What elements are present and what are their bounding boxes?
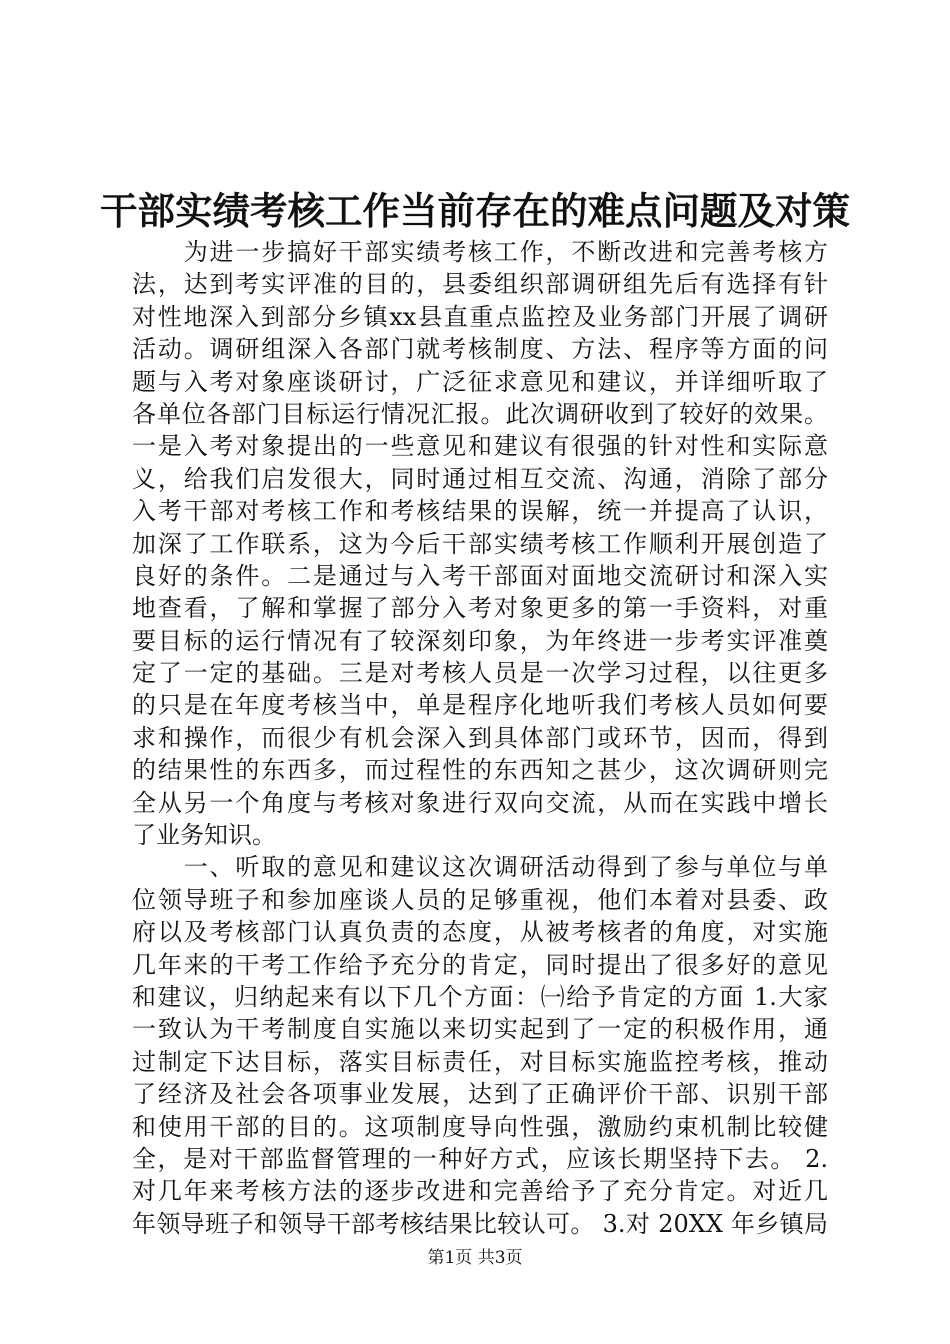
document-title: 干部实绩考核工作当前存在的难点问题及对策 [100, 189, 850, 233]
body-line: 义，给我们启发很大，同时通过相互交流、沟通，消除了部分 [132, 464, 828, 493]
body-line: 过制定下达目标，落实目标责任，对目标实施监控考核，推动 [132, 1047, 828, 1076]
document-body [132, 236, 828, 1240]
body-line: 全从另一个角度与考核对象进行双向交流，从而在实践中增长 [132, 788, 828, 817]
body-line: 对几年来考核方法的逐步改进和完善给予了充分肯定。对近几 [132, 1177, 828, 1206]
body-line: 为进一步搞好干部实绩考核工作，不断改进和完善考核方 [132, 238, 828, 266]
body-line: 的只是在年度考核当中，单是程序化地听我们考核人员如何要 [132, 691, 828, 720]
body-line: 了经济及社会各项事业发展，达到了正确评价干部、识别干部 [132, 1080, 828, 1109]
page-footer: 第1页 共3页 [427, 1248, 523, 1268]
body-line: 和使用干部的目的。这项制度导向性强，激励约束机制比较健 [132, 1112, 828, 1141]
body-line: 年领导班子和领导干部考核结果比较认可。 3.对 20XX 年乡镇局 [132, 1209, 828, 1238]
body-line: 全，是对干部监督管理的一种好方式，应该长期坚持下去。 2. [132, 1144, 828, 1173]
body-line: 位领导班子和参加座谈人员的足够重视，他们本着对县委、政 [132, 885, 828, 914]
body-line: 题与入考对象座谈研讨，广泛征求意见和建议，并详细听取了 [132, 367, 828, 396]
body-line: 入考干部对考核工作和考核结果的误解，统一并提高了认识， [132, 497, 828, 526]
body-line: 良好的条件。二是通过与入考干部面对面地交流研讨和深入实 [132, 561, 828, 590]
body-line: 府以及考核部门认真负责的态度，从被考核者的角度，对实施 [132, 918, 828, 947]
body-line: 加深了工作联系，这为今后干部实绩考核工作顺利开展创造了 [132, 529, 828, 558]
body-line: 地查看，了解和掌握了部分入考对象更多的第一手资料，对重 [132, 594, 828, 623]
body-line: 和建议，归纳起来有以下几个方面：㈠给予肯定的方面 1.大家 [132, 982, 828, 1011]
body-line: 定了一定的基础。三是对考核人员是一次学习过程，以往更多 [132, 659, 828, 688]
body-line: 法，达到考实评准的目的，县委组织部调研组先后有选择有针 [132, 270, 828, 299]
body-line: 要目标的运行情况有了较深刻印象，为年终进一步考实评准奠 [132, 626, 828, 655]
body-line: 一、听取的意见和建议这次调研活动得到了参与单位与单 [132, 853, 828, 882]
body-line: 一致认为干考制度自实施以来切实起到了一定的积极作用，通 [132, 1015, 828, 1044]
body-line: 了业务知识。 [132, 821, 276, 850]
body-line: 活动。调研组深入各部门就考核制度、方法、程序等方面的问 [132, 335, 828, 364]
body-line: 一是入考对象提出的一些意见和建议有很强的针对性和实际意 [132, 432, 828, 461]
body-line: 对性地深入到部分乡镇xx县直重点监控及业务部门开展了调研 [132, 302, 828, 331]
body-line: 几年来的干考工作给予充分的肯定，同时提出了很多好的意见 [132, 950, 828, 979]
body-line: 的结果性的东西多，而过程性的东西知之甚少，这次调研则完 [132, 756, 828, 785]
body-line: 各单位各部门目标运行情况汇报。此次调研收到了较好的效果。 [132, 399, 828, 428]
body-line: 求和操作，而很少有机会深入到具体部门或环节，因而，得到 [132, 723, 828, 752]
